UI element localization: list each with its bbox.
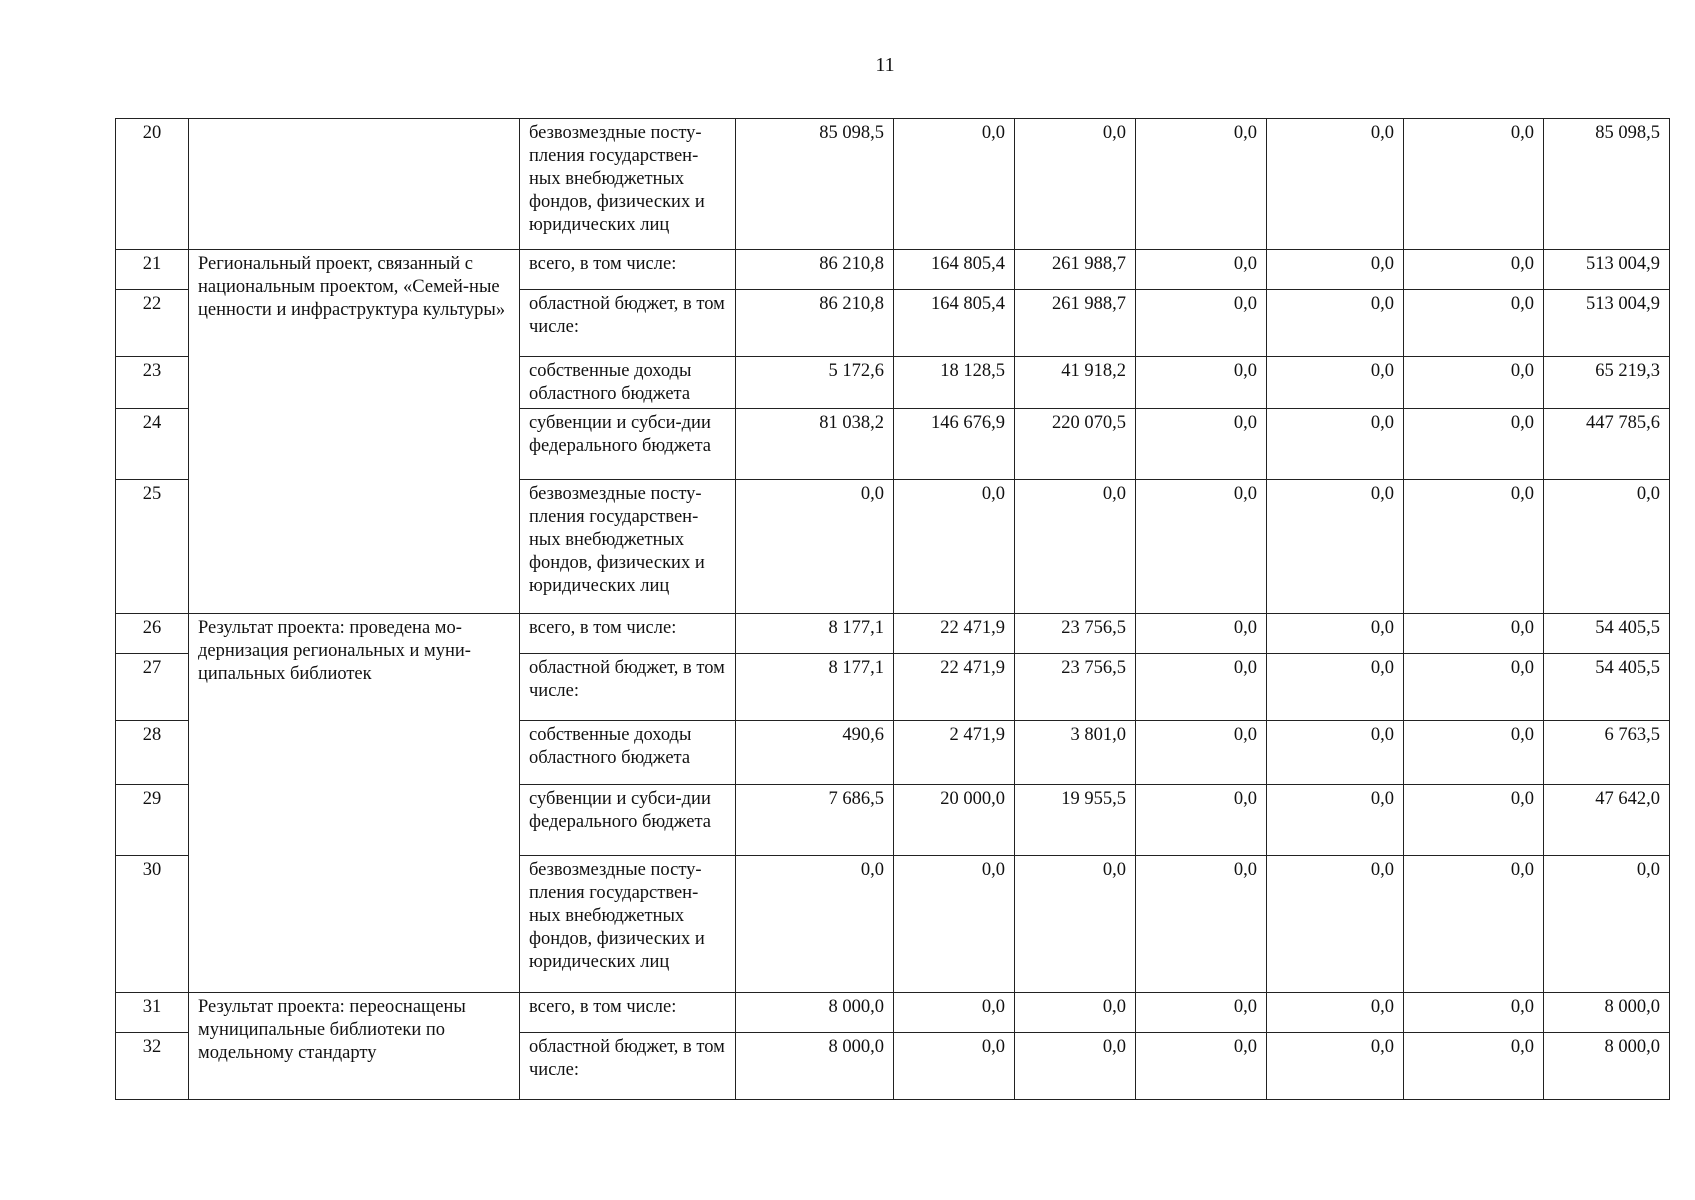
amount-value: 220 070,5 bbox=[1015, 409, 1136, 480]
amount-value: 0,0 bbox=[1267, 1033, 1404, 1100]
row-number: 26 bbox=[116, 614, 189, 654]
total-value: 54 405,5 bbox=[1544, 654, 1670, 721]
amount-value: 0,0 bbox=[1267, 993, 1404, 1033]
funding-source: собственные доходы областного бюджета bbox=[520, 721, 736, 785]
amount-value: 164 805,4 bbox=[894, 290, 1015, 357]
amount-value: 0,0 bbox=[1404, 993, 1544, 1033]
item-title: Результат проекта: переоснащены муниципальные библиотеки по модельному стандарту bbox=[189, 993, 520, 1100]
amount-value: 490,6 bbox=[736, 721, 894, 785]
amount-value: 0,0 bbox=[1136, 480, 1267, 614]
budget-table bbox=[115, 118, 1670, 1100]
amount-value: 0,0 bbox=[1404, 290, 1544, 357]
amount-value: 0,0 bbox=[1136, 614, 1267, 654]
amount-value: 0,0 bbox=[1404, 409, 1544, 480]
amount-value: 20 000,0 bbox=[894, 785, 1015, 856]
table-body bbox=[116, 119, 1670, 1100]
row-number: 31 bbox=[116, 993, 189, 1033]
funding-source: всего, в том числе: bbox=[520, 993, 736, 1033]
funding-source: областной бюджет, в том числе: bbox=[520, 290, 736, 357]
total-value: 47 642,0 bbox=[1544, 785, 1670, 856]
table-row bbox=[116, 993, 1670, 1033]
amount-value: 0,0 bbox=[1136, 785, 1267, 856]
amount-value: 0,0 bbox=[1404, 1033, 1544, 1100]
amount-value: 0,0 bbox=[1404, 856, 1544, 993]
amount-value: 261 988,7 bbox=[1015, 250, 1136, 290]
funding-source: субвенции и субси-дии федерального бюджета bbox=[520, 409, 736, 480]
amount-value: 0,0 bbox=[1404, 250, 1544, 290]
amount-value: 0,0 bbox=[1404, 119, 1544, 250]
amount-value: 5 172,6 bbox=[736, 357, 894, 409]
total-value: 8 000,0 bbox=[1544, 993, 1670, 1033]
amount-value: 0,0 bbox=[1136, 1033, 1267, 1100]
amount-value: 85 098,5 bbox=[736, 119, 894, 250]
total-value: 8 000,0 bbox=[1544, 1033, 1670, 1100]
amount-value: 0,0 bbox=[1136, 119, 1267, 250]
amount-value: 0,0 bbox=[1267, 409, 1404, 480]
amount-value: 0,0 bbox=[1267, 357, 1404, 409]
amount-value: 0,0 bbox=[1267, 290, 1404, 357]
amount-value: 0,0 bbox=[736, 856, 894, 993]
amount-value: 0,0 bbox=[1267, 250, 1404, 290]
total-value: 0,0 bbox=[1544, 856, 1670, 993]
amount-value: 0,0 bbox=[894, 1033, 1015, 1100]
amount-value: 0,0 bbox=[1136, 856, 1267, 993]
amount-value: 0,0 bbox=[894, 119, 1015, 250]
row-number: 27 bbox=[116, 654, 189, 721]
amount-value: 0,0 bbox=[1015, 119, 1136, 250]
row-number: 22 bbox=[116, 290, 189, 357]
amount-value: 0,0 bbox=[1267, 721, 1404, 785]
amount-value: 0,0 bbox=[1015, 1033, 1136, 1100]
amount-value: 22 471,9 bbox=[894, 614, 1015, 654]
amount-value: 0,0 bbox=[1404, 614, 1544, 654]
amount-value: 81 038,2 bbox=[736, 409, 894, 480]
funding-source: областной бюджет, в том числе: bbox=[520, 654, 736, 721]
amount-value: 8 000,0 bbox=[736, 993, 894, 1033]
amount-value: 261 988,7 bbox=[1015, 290, 1136, 357]
amount-value: 8 177,1 bbox=[736, 654, 894, 721]
row-number: 21 bbox=[116, 250, 189, 290]
total-value: 513 004,9 bbox=[1544, 250, 1670, 290]
item-title: Региональный проект, связанный с национальным проектом, «Семей-ные ценности и инфраструктура культуры» bbox=[189, 250, 520, 614]
row-number: 23 bbox=[116, 357, 189, 409]
funding-source: безвозмездные посту-пления государствен-ных внебюджетных фондов, физических и юридических лиц bbox=[520, 856, 736, 993]
amount-value: 0,0 bbox=[1136, 993, 1267, 1033]
amount-value: 0,0 bbox=[1267, 654, 1404, 721]
amount-value: 0,0 bbox=[1404, 480, 1544, 614]
table-row bbox=[116, 614, 1670, 654]
total-value: 513 004,9 bbox=[1544, 290, 1670, 357]
row-number: 30 bbox=[116, 856, 189, 993]
total-value: 0,0 bbox=[1544, 480, 1670, 614]
amount-value: 0,0 bbox=[1267, 480, 1404, 614]
total-value: 65 219,3 bbox=[1544, 357, 1670, 409]
funding-source: всего, в том числе: bbox=[520, 250, 736, 290]
amount-value: 2 471,9 bbox=[894, 721, 1015, 785]
table-row bbox=[116, 250, 1670, 290]
amount-value: 0,0 bbox=[1136, 357, 1267, 409]
amount-value: 0,0 bbox=[1267, 119, 1404, 250]
amount-value: 19 955,5 bbox=[1015, 785, 1136, 856]
total-value: 447 785,6 bbox=[1544, 409, 1670, 480]
amount-value: 0,0 bbox=[1404, 721, 1544, 785]
amount-value: 86 210,8 bbox=[736, 250, 894, 290]
item-title bbox=[189, 119, 520, 250]
funding-source: безвозмездные посту-пления государствен-ных внебюджетных фондов, физических и юридических лиц bbox=[520, 480, 736, 614]
amount-value: 146 676,9 bbox=[894, 409, 1015, 480]
total-value: 85 098,5 bbox=[1544, 119, 1670, 250]
amount-value: 0,0 bbox=[1015, 993, 1136, 1033]
row-number: 29 bbox=[116, 785, 189, 856]
amount-value: 0,0 bbox=[1404, 654, 1544, 721]
funding-source: областной бюджет, в том числе: bbox=[520, 1033, 736, 1100]
row-number: 20 bbox=[116, 119, 189, 250]
amount-value: 0,0 bbox=[1015, 480, 1136, 614]
amount-value: 23 756,5 bbox=[1015, 614, 1136, 654]
amount-value: 41 918,2 bbox=[1015, 357, 1136, 409]
table-row bbox=[116, 119, 1670, 250]
amount-value: 3 801,0 bbox=[1015, 721, 1136, 785]
total-value: 6 763,5 bbox=[1544, 721, 1670, 785]
row-number: 28 bbox=[116, 721, 189, 785]
amount-value: 8 177,1 bbox=[736, 614, 894, 654]
row-number: 25 bbox=[116, 480, 189, 614]
amount-value: 0,0 bbox=[1267, 856, 1404, 993]
amount-value: 0,0 bbox=[1136, 250, 1267, 290]
amount-value: 0,0 bbox=[1267, 614, 1404, 654]
amount-value: 0,0 bbox=[894, 856, 1015, 993]
amount-value: 23 756,5 bbox=[1015, 654, 1136, 721]
amount-value: 0,0 bbox=[1136, 409, 1267, 480]
amount-value: 0,0 bbox=[1404, 357, 1544, 409]
item-title: Результат проекта: проведена мо-дернизация региональных и муни-ципальных библиотек bbox=[189, 614, 520, 993]
amount-value: 18 128,5 bbox=[894, 357, 1015, 409]
amount-value: 0,0 bbox=[894, 480, 1015, 614]
amount-value: 0,0 bbox=[736, 480, 894, 614]
funding-source: собственные доходы областного бюджета bbox=[520, 357, 736, 409]
row-number: 24 bbox=[116, 409, 189, 480]
amount-value: 0,0 bbox=[1267, 785, 1404, 856]
amount-value: 0,0 bbox=[1136, 290, 1267, 357]
amount-value: 0,0 bbox=[1404, 785, 1544, 856]
amount-value: 8 000,0 bbox=[736, 1033, 894, 1100]
amount-value: 0,0 bbox=[1015, 856, 1136, 993]
page-number: 11 bbox=[875, 54, 895, 76]
funding-source: всего, в том числе: bbox=[520, 614, 736, 654]
amount-value: 0,0 bbox=[1136, 654, 1267, 721]
row-number: 32 bbox=[116, 1033, 189, 1100]
amount-value: 7 686,5 bbox=[736, 785, 894, 856]
total-value: 54 405,5 bbox=[1544, 614, 1670, 654]
amount-value: 86 210,8 bbox=[736, 290, 894, 357]
amount-value: 0,0 bbox=[894, 993, 1015, 1033]
funding-source: субвенции и субси-дии федерального бюджета bbox=[520, 785, 736, 856]
funding-source: безвозмездные посту-пления государствен-ных внебюджетных фондов, физических и юридических лиц bbox=[520, 119, 736, 250]
amount-value: 0,0 bbox=[1136, 721, 1267, 785]
amount-value: 164 805,4 bbox=[894, 250, 1015, 290]
amount-value: 22 471,9 bbox=[894, 654, 1015, 721]
